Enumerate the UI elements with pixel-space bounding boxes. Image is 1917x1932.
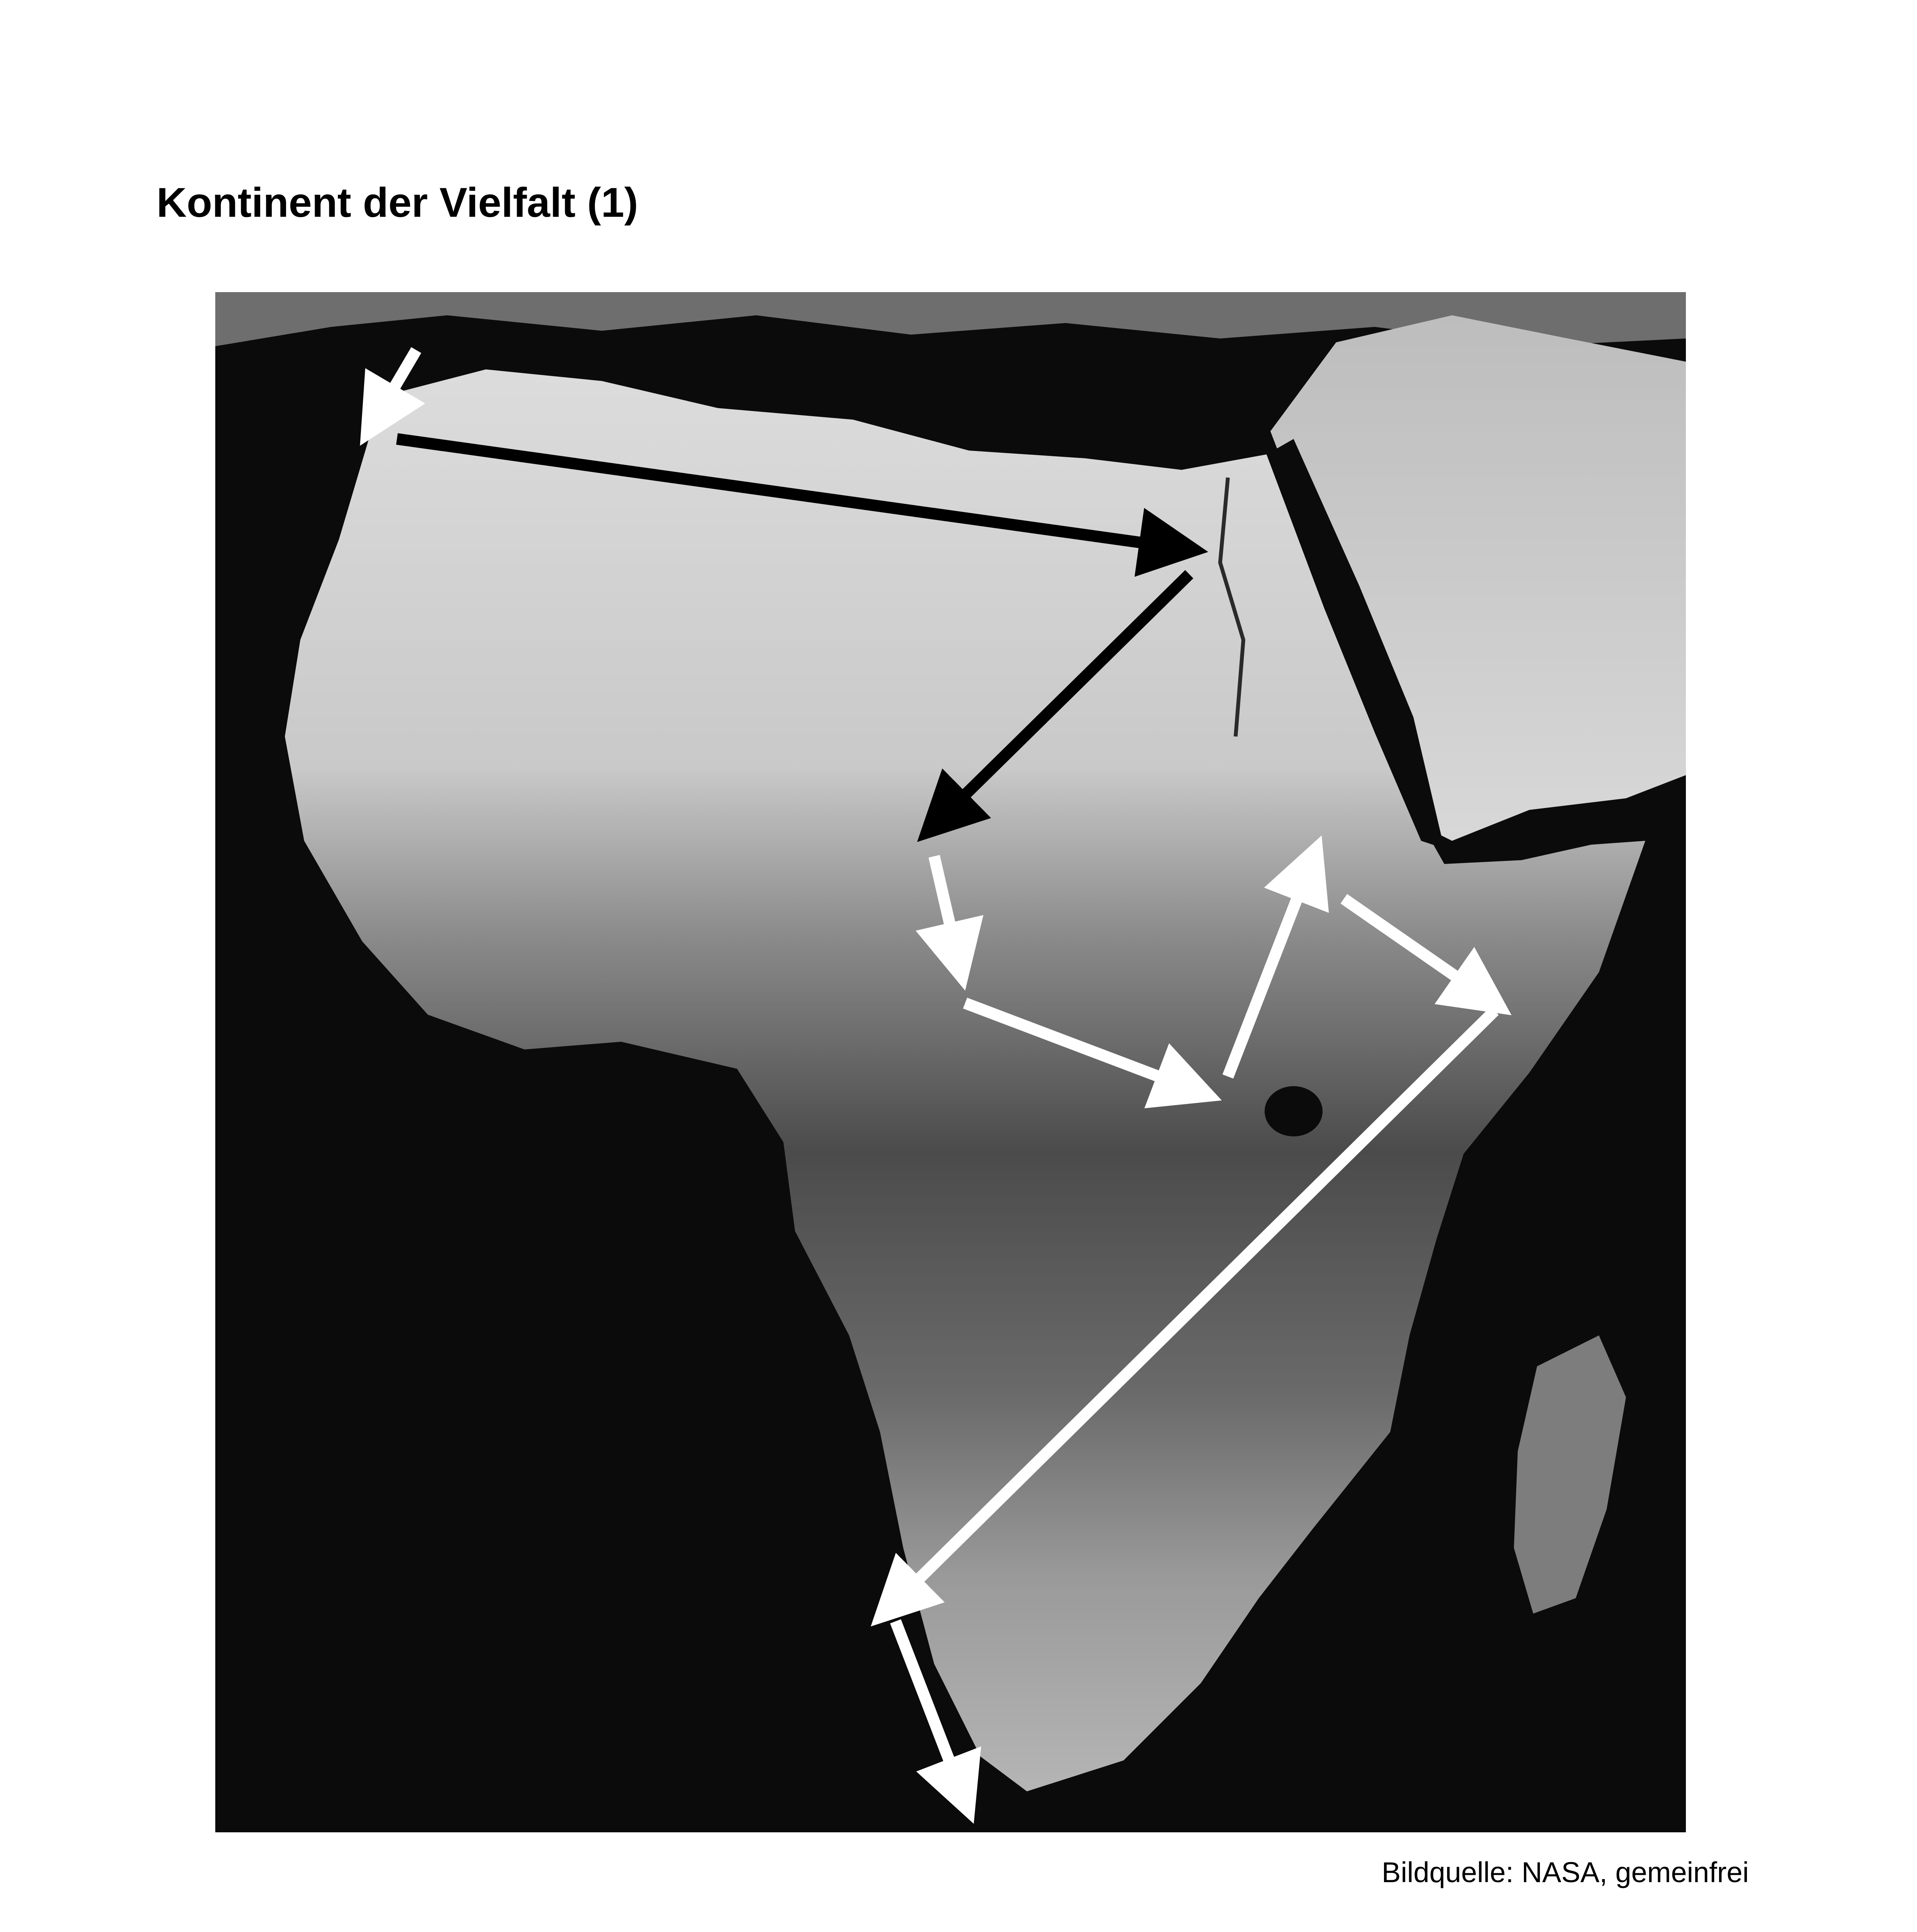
map-graphic [215,292,1686,1832]
madagascar [1514,1335,1626,1614]
image-source-caption: Bildquelle: NASA, gemeinfrei [1381,1856,1749,1888]
satellite-map-africa [215,292,1686,1832]
lake-victoria [1265,1086,1323,1136]
page-title: Kontinent der Vielfalt (1) [157,179,638,226]
